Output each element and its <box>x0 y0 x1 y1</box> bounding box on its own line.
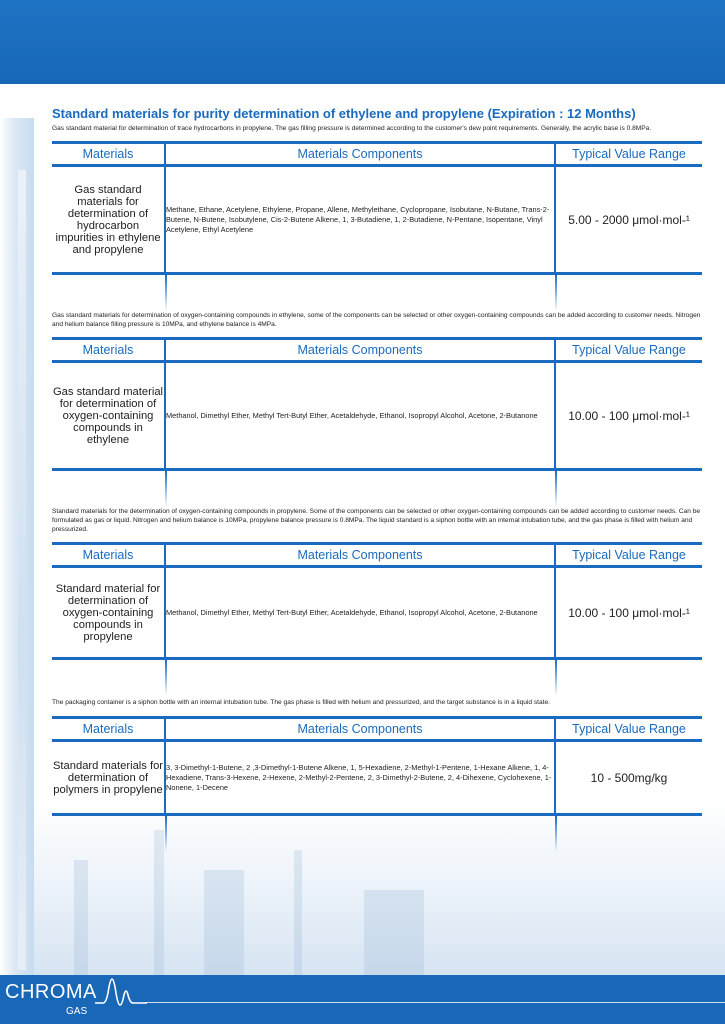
header-range: Typical Value Range <box>555 339 702 362</box>
table-spacer <box>52 471 702 507</box>
materials-table <box>52 337 702 471</box>
header-materials: Materials <box>52 339 165 362</box>
footer-line <box>145 1002 725 1003</box>
section-description: The packaging container is a siphon bottle with an internal intubation tube. The gas phase is filled with helium and pressurized, and the target substance is in a liquid state. <box>52 699 551 706</box>
left-decor-strip <box>0 118 34 975</box>
top-banner <box>0 0 725 84</box>
material-name: Standard materials for determination of polymers in propylene <box>52 741 165 815</box>
materials-table <box>52 141 702 275</box>
material-name: Gas standard material for determination of oxygen-containing compounds in ethylene <box>52 362 165 470</box>
value-range: 5.00 - 2000 μmol·mol-¹ <box>555 166 702 274</box>
table-spacer <box>52 660 702 698</box>
value-range: 10.00 - 100 μmol·mol-¹ <box>555 567 702 659</box>
materials-table <box>52 716 702 816</box>
header-range: Typical Value Range <box>555 718 702 741</box>
table-spacer <box>52 275 702 311</box>
page-title: Standard materials for purity determination of ethylene and propylene (Expiration : 12 Months) <box>52 106 636 121</box>
value-range: 10 - 500mg/kg <box>555 741 702 815</box>
logo-wave-icon <box>95 977 147 1007</box>
material-components: Methanol, Dimethyl Ether, Methyl Tert-Butyl Ether, Acetaldehyde, Ethanol, Isopropyl Alcohol, Acetone, 2-Butanone <box>165 362 555 470</box>
section-description: Gas standard materials for determination of oxygen-containing compounds in ethylene, some of the components can be selected or other oxygen-containing compounds can be added according to customer needs. Nitrogen and helium balance filling pressure is 10MPa, and ethylene balance is 4MPa. <box>52 312 701 328</box>
header-components: Materials Components <box>165 718 555 741</box>
header-range: Typical Value Range <box>555 544 702 567</box>
material-components: 3, 3-Dimethyl-1-Butene, 2 ,3-Dimethyl-1-Butene Alkene, 1, 5-Hexadiene, 2-Methyl-1-Pentene, 1-Hexane Alkene, 1, 4-Hexadiene, Trans-3-Hexene, 2-Hexene, 2-Methyl-2-Pentene, 2, 3-Dimethyl-2-Butene, 2, 4-Dihexene, Cyclohexene, 1-Nonene, 1-Decene <box>165 741 555 815</box>
materials-table <box>52 542 702 660</box>
logo-name: CHROMA <box>5 981 97 1003</box>
header-components: Materials Components <box>165 544 555 567</box>
header-materials: Materials <box>52 718 165 741</box>
footer-bar <box>0 975 725 1024</box>
material-components: Methanol, Dimethyl Ether, Methyl Tert-Butyl Ether, Acetaldehyde, Ethanol, Isopropyl Alcohol, Acetone, 2-Butanone <box>165 567 555 659</box>
section-description: Standard materials for the determination of oxygen-containing compounds in propylene. Some of the components can be selected or other oxygen-containing compounds can be added according to customer needs. Can be formulated as gas or liquid. Nitrogen and helium balance is 10MPa, propylene balance pressure is 0.8MPa. The liquid standard is a siphon bottle with an internal intubation tube, and the gas phase is filled with helium and pressurized. <box>52 508 701 533</box>
header-materials: Materials <box>52 544 165 567</box>
material-name: Standard material for determination of oxygen-containing compounds in propylene <box>52 567 165 659</box>
main-content <box>52 106 702 852</box>
logo-sub: GAS <box>66 1006 88 1017</box>
material-name: Gas standard materials for determination of hydrocarbon impurities in ethylene and propylene <box>52 166 165 274</box>
table-spacer <box>52 816 702 852</box>
header-components: Materials Components <box>165 143 555 166</box>
material-components: Methane, Ethane, Acetylene, Ethylene, Propane, Allene, Methylethane, Cyclopropane, Isobutane, N-Butane, Trans-2-Butene, N-Butene, Isobutylene, Cis-2-Butene Alkene, 1, 3-Butadiene, 1, 2-Butadiene, N-Pentane, Isopentane, Vinyl Acetylene, Ethyl Acetylene <box>165 166 555 274</box>
header-range: Typical Value Range <box>555 143 702 166</box>
header-materials: Materials <box>52 143 165 166</box>
section-description: Gas standard material for determination of trace hydrocarbons in propylene. The gas filling pressure is determined according to the customer's dew point requirements. Generally, the acrylic base is 0.8MPa. <box>52 125 652 132</box>
left-decor-bar <box>18 170 26 970</box>
value-range: 10.00 - 100 μmol·mol-¹ <box>555 362 702 470</box>
header-components: Materials Components <box>165 339 555 362</box>
